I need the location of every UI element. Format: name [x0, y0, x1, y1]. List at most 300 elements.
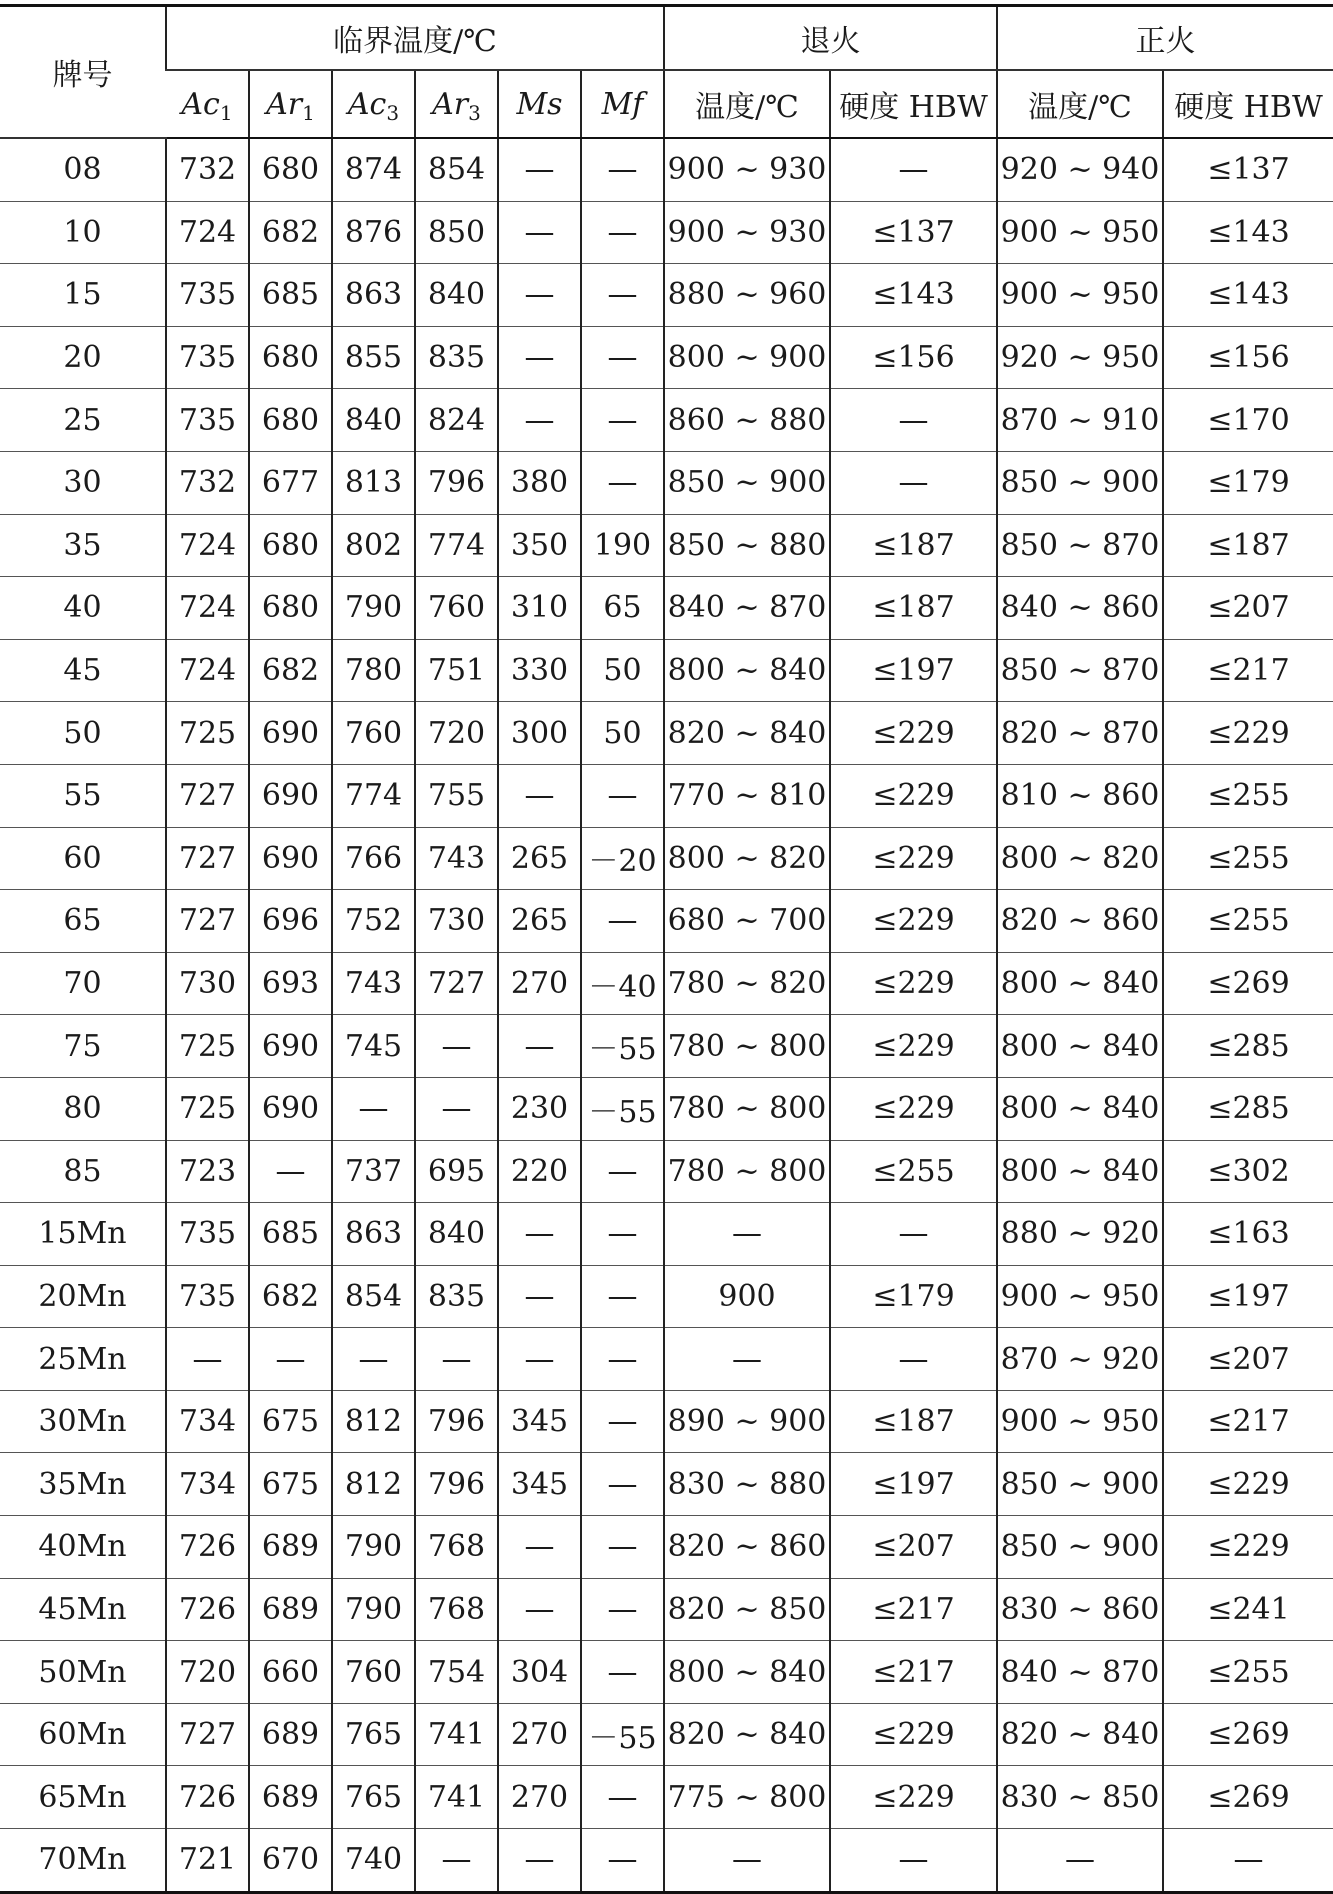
grade-cell: 25Mn [0, 1328, 166, 1391]
mf-cell: 190 [581, 514, 664, 577]
ac1-cell: 735 [166, 1265, 249, 1328]
grade-cell: 65 [0, 890, 166, 953]
normalize-hardness-cell: ≤197 [1163, 1265, 1333, 1328]
anneal-temperature-cell: 800 ~ 900 [664, 326, 830, 389]
ar1-cell: 685 [249, 264, 332, 327]
ar3-cell: 840 [415, 264, 498, 327]
normalize-temperature-cell: 800 ~ 840 [997, 1077, 1163, 1140]
ar1-cell: 682 [249, 639, 332, 702]
mf-cell: — [581, 1766, 664, 1829]
ms-cell: — [498, 201, 581, 264]
anneal-hardness-cell: — [830, 1829, 997, 1893]
normalize-temperature-cell: 870 ~ 910 [997, 389, 1163, 452]
ac3-cell: 765 [332, 1703, 415, 1766]
ac1-cell: 732 [166, 451, 249, 514]
anneal-temperature-cell: 900 ~ 930 [664, 138, 830, 201]
normalize-temperature-cell: 800 ~ 840 [997, 1015, 1163, 1078]
ar3-cell: 796 [415, 451, 498, 514]
normalize-hardness-cell: ≤207 [1163, 577, 1333, 640]
normalize-temperature-cell: 800 ~ 820 [997, 827, 1163, 890]
normalize-temperature-cell: 900 ~ 950 [997, 201, 1163, 264]
ar1-cell: 680 [249, 577, 332, 640]
anneal-temperature-cell: 830 ~ 880 [664, 1453, 830, 1516]
normalize-hardness-cell: ≤255 [1163, 764, 1333, 827]
normalize-hardness-cell: ≤170 [1163, 389, 1333, 452]
mf-cell: — [581, 138, 664, 201]
ac1-cell: 727 [166, 827, 249, 890]
ar1-cell: 690 [249, 1077, 332, 1140]
mf-cell: — [581, 1516, 664, 1579]
normalize-temperature-cell: 800 ~ 840 [997, 952, 1163, 1015]
grade-cell: 15 [0, 264, 166, 327]
header-row-groups [0, 6, 1333, 71]
normalize-hardness-header: 硬度 HBW [1163, 70, 1333, 138]
normalize-hardness-cell: ≤269 [1163, 952, 1333, 1015]
ar3-cell: 796 [415, 1453, 498, 1516]
ar3-cell: 741 [415, 1703, 498, 1766]
ms-cell: 345 [498, 1390, 581, 1453]
ar3-cell: 768 [415, 1578, 498, 1641]
grade-cell: 45Mn [0, 1578, 166, 1641]
ar1-cell: 690 [249, 1015, 332, 1078]
normalize-hardness-cell: ≤207 [1163, 1328, 1333, 1391]
table-row [0, 1203, 1333, 1266]
normalize-hardness-cell: ≤285 [1163, 1015, 1333, 1078]
ac1-cell: 724 [166, 639, 249, 702]
table-row [0, 326, 1333, 389]
anneal-temperature-cell: 780 ~ 800 [664, 1015, 830, 1078]
anneal-hardness-cell: — [830, 1203, 997, 1266]
ac1-cell: 726 [166, 1516, 249, 1579]
normalize-temperature-cell: 880 ~ 920 [997, 1203, 1163, 1266]
table-row [0, 702, 1333, 765]
anneal-hardness-cell: ≤229 [830, 952, 997, 1015]
ar1-cell: 696 [249, 890, 332, 953]
normalize-temperature-cell: 830 ~ 850 [997, 1766, 1163, 1829]
normalize-hardness-cell: ≤229 [1163, 1453, 1333, 1516]
ac3-cell: 840 [332, 389, 415, 452]
ac3-cell: 752 [332, 890, 415, 953]
mf-cell: 65 [581, 577, 664, 640]
anneal-temperature-cell: 850 ~ 900 [664, 451, 830, 514]
mf-cell: －55 [581, 1703, 664, 1766]
ac1-cell: 727 [166, 890, 249, 953]
ar1-cell: 689 [249, 1578, 332, 1641]
table-row [0, 201, 1333, 264]
table-row [0, 138, 1333, 201]
table-row [0, 1265, 1333, 1328]
ar3-cell: 774 [415, 514, 498, 577]
mf-cell: — [581, 1203, 664, 1266]
anneal-hardness-cell: ≤229 [830, 702, 997, 765]
grade-cell: 40 [0, 577, 166, 640]
grade-cell: 80 [0, 1077, 166, 1140]
table-row [0, 890, 1333, 953]
normalize-temperature-cell: 920 ~ 940 [997, 138, 1163, 201]
ar1-cell: 670 [249, 1829, 332, 1893]
mf-cell: — [581, 451, 664, 514]
anneal-hardness-cell: ≤217 [830, 1578, 997, 1641]
grade-header: 牌号 [0, 6, 166, 139]
normalize-hardness-cell: ≤255 [1163, 827, 1333, 890]
normalize-hardness-cell: ≤217 [1163, 1390, 1333, 1453]
anneal-temperature-cell: 820 ~ 840 [664, 1703, 830, 1766]
ms-cell: — [498, 1328, 581, 1391]
ar3-cell: 741 [415, 1766, 498, 1829]
anneal-hardness-header: 硬度 HBW [830, 70, 997, 138]
mf-cell: — [581, 389, 664, 452]
ac1-cell: 730 [166, 952, 249, 1015]
normalizing-header: 正火 [997, 6, 1333, 71]
ac3-cell: 854 [332, 1265, 415, 1328]
table-row [0, 1703, 1333, 1766]
ar1-cell: 675 [249, 1390, 332, 1453]
ms-cell: — [498, 1265, 581, 1328]
grade-cell: 35 [0, 514, 166, 577]
anneal-temperature-cell: 890 ~ 900 [664, 1390, 830, 1453]
normalize-hardness-cell: ≤269 [1163, 1766, 1333, 1829]
ms-cell: — [498, 138, 581, 201]
ac1-cell: — [166, 1328, 249, 1391]
ac1-cell: 725 [166, 1077, 249, 1140]
ac3-cell: 876 [332, 201, 415, 264]
anneal-temperature-cell: 775 ~ 800 [664, 1766, 830, 1829]
anneal-temperature-cell: 850 ~ 880 [664, 514, 830, 577]
ms-cell: 380 [498, 451, 581, 514]
normalize-temperature-cell: — [997, 1829, 1163, 1893]
mf-cell: －40 [581, 952, 664, 1015]
normalize-temperature-cell: 920 ~ 950 [997, 326, 1163, 389]
ar3-cell: 751 [415, 639, 498, 702]
grade-cell: 70Mn [0, 1829, 166, 1893]
mf-cell: — [581, 201, 664, 264]
ar1-cell: 677 [249, 451, 332, 514]
table-row [0, 264, 1333, 327]
anneal-hardness-cell: ≤255 [830, 1140, 997, 1203]
anneal-temperature-cell: 780 ~ 800 [664, 1140, 830, 1203]
anneal-hardness-cell: ≤229 [830, 1703, 997, 1766]
ac3-cell: 737 [332, 1140, 415, 1203]
normalize-hardness-cell: ≤241 [1163, 1578, 1333, 1641]
mf-cell: — [581, 1140, 664, 1203]
anneal-temperature-cell: 900 ~ 930 [664, 201, 830, 264]
anneal-hardness-cell: ≤143 [830, 264, 997, 327]
normalize-temperature-cell: 900 ~ 950 [997, 1390, 1163, 1453]
normalize-temperature-cell: 810 ~ 860 [997, 764, 1163, 827]
ac1-cell: 725 [166, 1015, 249, 1078]
ac1-cell: 727 [166, 764, 249, 827]
ar3-cell: — [415, 1829, 498, 1893]
normalize-temperature-cell: 820 ~ 870 [997, 702, 1163, 765]
normalize-temperature-cell: 840 ~ 860 [997, 577, 1163, 640]
table-row [0, 1516, 1333, 1579]
ar1-cell: 675 [249, 1453, 332, 1516]
normalize-hardness-cell: ≤217 [1163, 639, 1333, 702]
anneal-temperature-cell: 840 ~ 870 [664, 577, 830, 640]
mf-cell: — [581, 1390, 664, 1453]
table-row [0, 1641, 1333, 1704]
normalize-hardness-cell: ≤255 [1163, 1641, 1333, 1704]
ar3-cell: 754 [415, 1641, 498, 1704]
anneal-hardness-cell: ≤217 [830, 1641, 997, 1704]
table-row [0, 1140, 1333, 1203]
ar1-cell: — [249, 1140, 332, 1203]
ar3-cell: 720 [415, 702, 498, 765]
normalize-temperature-cell: 850 ~ 900 [997, 451, 1163, 514]
anneal-hardness-cell: ≤137 [830, 201, 997, 264]
header-row-columns [0, 70, 1333, 138]
mf-cell: －55 [581, 1077, 664, 1140]
ac3-cell: 874 [332, 138, 415, 201]
ms-cell: 265 [498, 890, 581, 953]
anneal-temperature-cell: 800 ~ 840 [664, 1641, 830, 1704]
normalize-temperature-cell: 900 ~ 950 [997, 1265, 1163, 1328]
ar1-cell: 680 [249, 326, 332, 389]
ar3-cell: 840 [415, 1203, 498, 1266]
ms-cell: 270 [498, 1766, 581, 1829]
anneal-hardness-cell: ≤187 [830, 1390, 997, 1453]
ar3-cell: 835 [415, 1265, 498, 1328]
normalize-temperature-cell: 800 ~ 840 [997, 1140, 1163, 1203]
anneal-hardness-cell: ≤229 [830, 827, 997, 890]
ac1-cell: 721 [166, 1829, 249, 1893]
ar3-cell: 854 [415, 138, 498, 201]
grade-cell: 30Mn [0, 1390, 166, 1453]
normalize-temperature-cell: 850 ~ 870 [997, 639, 1163, 702]
grade-cell: 50Mn [0, 1641, 166, 1704]
normalize-hardness-cell: ≤137 [1163, 138, 1333, 201]
grade-cell: 85 [0, 1140, 166, 1203]
grade-cell: 60 [0, 827, 166, 890]
ac1-cell: 723 [166, 1140, 249, 1203]
critical-temperature-header: 临界温度/℃ [166, 6, 664, 71]
ar1-cell: 690 [249, 702, 332, 765]
mf-cell: — [581, 1829, 664, 1893]
ac3-cell: 774 [332, 764, 415, 827]
anneal-hardness-cell: — [830, 451, 997, 514]
table-row [0, 1578, 1333, 1641]
table-row [0, 577, 1333, 640]
normalize-temperature-cell: 820 ~ 860 [997, 890, 1163, 953]
ac1-cell: 724 [166, 201, 249, 264]
normalize-hardness-cell: ≤179 [1163, 451, 1333, 514]
normalize-hardness-cell: — [1163, 1829, 1333, 1893]
ac3-cell: 802 [332, 514, 415, 577]
ar3-cell: 695 [415, 1140, 498, 1203]
ar1-header: $Ar_1$ [249, 70, 332, 138]
mf-cell: －55 [581, 1015, 664, 1078]
table-row [0, 1390, 1333, 1453]
ms-cell: — [498, 1203, 581, 1266]
ac3-cell: 863 [332, 1203, 415, 1266]
ac3-cell: — [332, 1077, 415, 1140]
grade-cell: 15Mn [0, 1203, 166, 1266]
ms-header: Ms [498, 70, 581, 138]
anneal-temperature-cell: — [664, 1328, 830, 1391]
table-row [0, 827, 1333, 890]
ac3-cell: 813 [332, 451, 415, 514]
ms-cell: 345 [498, 1453, 581, 1516]
grade-cell: 65Mn [0, 1766, 166, 1829]
normalize-hardness-cell: ≤255 [1163, 890, 1333, 953]
ar3-cell: 835 [415, 326, 498, 389]
mf-cell: －20 [581, 827, 664, 890]
ar1-cell: — [249, 1328, 332, 1391]
anneal-hardness-cell: — [830, 389, 997, 452]
anneal-temperature-cell: 820 ~ 840 [664, 702, 830, 765]
anneal-temperature-cell: 800 ~ 820 [664, 827, 830, 890]
grade-cell: 50 [0, 702, 166, 765]
ms-cell: 330 [498, 639, 581, 702]
anneal-temperature-cell: 780 ~ 820 [664, 952, 830, 1015]
ac1-cell: 735 [166, 389, 249, 452]
ar1-cell: 689 [249, 1516, 332, 1579]
mf-cell: 50 [581, 639, 664, 702]
ar3-cell: 824 [415, 389, 498, 452]
table-body [0, 138, 1333, 1892]
table-row [0, 1328, 1333, 1391]
anneal-temperature-cell: 780 ~ 800 [664, 1077, 830, 1140]
grade-cell: 75 [0, 1015, 166, 1078]
ar3-cell: 850 [415, 201, 498, 264]
anneal-temperature-cell: 820 ~ 850 [664, 1578, 830, 1641]
mf-cell: — [581, 1578, 664, 1641]
anneal-hardness-cell: ≤187 [830, 577, 997, 640]
anneal-temperature-cell: 860 ~ 880 [664, 389, 830, 452]
grade-cell: 25 [0, 389, 166, 452]
anneal-hardness-cell: ≤197 [830, 639, 997, 702]
ac3-cell: 740 [332, 1829, 415, 1893]
ar1-cell: 680 [249, 514, 332, 577]
ar3-cell: 727 [415, 952, 498, 1015]
table-row [0, 451, 1333, 514]
mf-cell: — [581, 890, 664, 953]
ar3-cell: 730 [415, 890, 498, 953]
ar1-cell: 689 [249, 1703, 332, 1766]
ac1-cell: 735 [166, 264, 249, 327]
ac1-cell: 725 [166, 702, 249, 765]
ac1-cell: 735 [166, 326, 249, 389]
ac1-cell: 724 [166, 514, 249, 577]
ar3-cell: 796 [415, 1390, 498, 1453]
ac1-header: $Ac_1$ [166, 70, 249, 138]
ac3-header: $Ac_3$ [332, 70, 415, 138]
ms-cell: — [498, 264, 581, 327]
anneal-hardness-cell: ≤197 [830, 1453, 997, 1516]
ar1-cell: 680 [249, 138, 332, 201]
ms-cell: 230 [498, 1077, 581, 1140]
anneal-hardness-cell: ≤187 [830, 514, 997, 577]
mf-cell: — [581, 764, 664, 827]
grade-cell: 55 [0, 764, 166, 827]
ms-cell: — [498, 1015, 581, 1078]
ac3-cell: 790 [332, 1516, 415, 1579]
ac3-cell: 745 [332, 1015, 415, 1078]
ac1-cell: 726 [166, 1578, 249, 1641]
ac1-cell: 734 [166, 1453, 249, 1516]
ac3-cell: 790 [332, 577, 415, 640]
ms-cell: — [498, 326, 581, 389]
mf-cell: — [581, 326, 664, 389]
ac3-cell: 812 [332, 1453, 415, 1516]
anneal-hardness-cell: ≤229 [830, 1766, 997, 1829]
ar1-cell: 680 [249, 389, 332, 452]
anneal-hardness-cell: ≤229 [830, 764, 997, 827]
normalize-temperature-cell: 850 ~ 900 [997, 1516, 1163, 1579]
table-row [0, 1077, 1333, 1140]
anneal-temperature-cell: — [664, 1829, 830, 1893]
normalize-hardness-cell: ≤156 [1163, 326, 1333, 389]
steel-heat-treatment-table [0, 4, 1333, 1894]
mf-cell: — [581, 1265, 664, 1328]
grade-cell: 45 [0, 639, 166, 702]
ms-cell: — [498, 1578, 581, 1641]
anneal-hardness-cell: ≤207 [830, 1516, 997, 1579]
ar3-header: $Ar_3$ [415, 70, 498, 138]
ar1-cell: 660 [249, 1641, 332, 1704]
normalize-hardness-cell: ≤229 [1163, 1516, 1333, 1579]
grade-cell: 30 [0, 451, 166, 514]
anneal-hardness-cell: ≤229 [830, 1077, 997, 1140]
anneal-temperature-cell: 770 ~ 810 [664, 764, 830, 827]
normalize-temperature-cell: 850 ~ 870 [997, 514, 1163, 577]
mf-header: Mf [581, 70, 664, 138]
anneal-temperature-cell: 800 ~ 840 [664, 639, 830, 702]
ms-cell: 304 [498, 1641, 581, 1704]
ms-cell: 310 [498, 577, 581, 640]
anneal-hardness-cell: ≤229 [830, 1015, 997, 1078]
ms-cell: — [498, 1829, 581, 1893]
ac3-cell: — [332, 1328, 415, 1391]
ms-cell: — [498, 764, 581, 827]
ar3-cell: 768 [415, 1516, 498, 1579]
normalize-temperature-cell: 900 ~ 950 [997, 264, 1163, 327]
ac3-cell: 766 [332, 827, 415, 890]
ms-cell: 270 [498, 1703, 581, 1766]
table-row [0, 1453, 1333, 1516]
normalize-temperature-cell: 850 ~ 900 [997, 1453, 1163, 1516]
normalize-temperature-header: 温度/℃ [997, 70, 1163, 138]
anneal-temperature-cell: 680 ~ 700 [664, 890, 830, 953]
mf-cell: — [581, 264, 664, 327]
ac1-cell: 732 [166, 138, 249, 201]
normalize-temperature-cell: 820 ~ 840 [997, 1703, 1163, 1766]
ar3-cell: 760 [415, 577, 498, 640]
ac3-cell: 765 [332, 1766, 415, 1829]
normalize-hardness-cell: ≤143 [1163, 264, 1333, 327]
normalize-hardness-cell: ≤163 [1163, 1203, 1333, 1266]
ac1-cell: 724 [166, 577, 249, 640]
normalize-hardness-cell: ≤302 [1163, 1140, 1333, 1203]
table-header [0, 6, 1333, 139]
ac3-cell: 760 [332, 1641, 415, 1704]
ar1-cell: 690 [249, 827, 332, 890]
anneal-temperature-cell: 900 [664, 1265, 830, 1328]
grade-cell: 35Mn [0, 1453, 166, 1516]
ar3-cell: — [415, 1077, 498, 1140]
table-row [0, 1766, 1333, 1829]
ac3-cell: 863 [332, 264, 415, 327]
ac3-cell: 780 [332, 639, 415, 702]
ar1-cell: 690 [249, 764, 332, 827]
normalize-hardness-cell: ≤143 [1163, 201, 1333, 264]
anneal-hardness-cell: ≤229 [830, 890, 997, 953]
ar1-cell: 689 [249, 1766, 332, 1829]
mf-cell: 50 [581, 702, 664, 765]
table-row [0, 389, 1333, 452]
grade-cell: 10 [0, 201, 166, 264]
anneal-temperature-cell: — [664, 1203, 830, 1266]
